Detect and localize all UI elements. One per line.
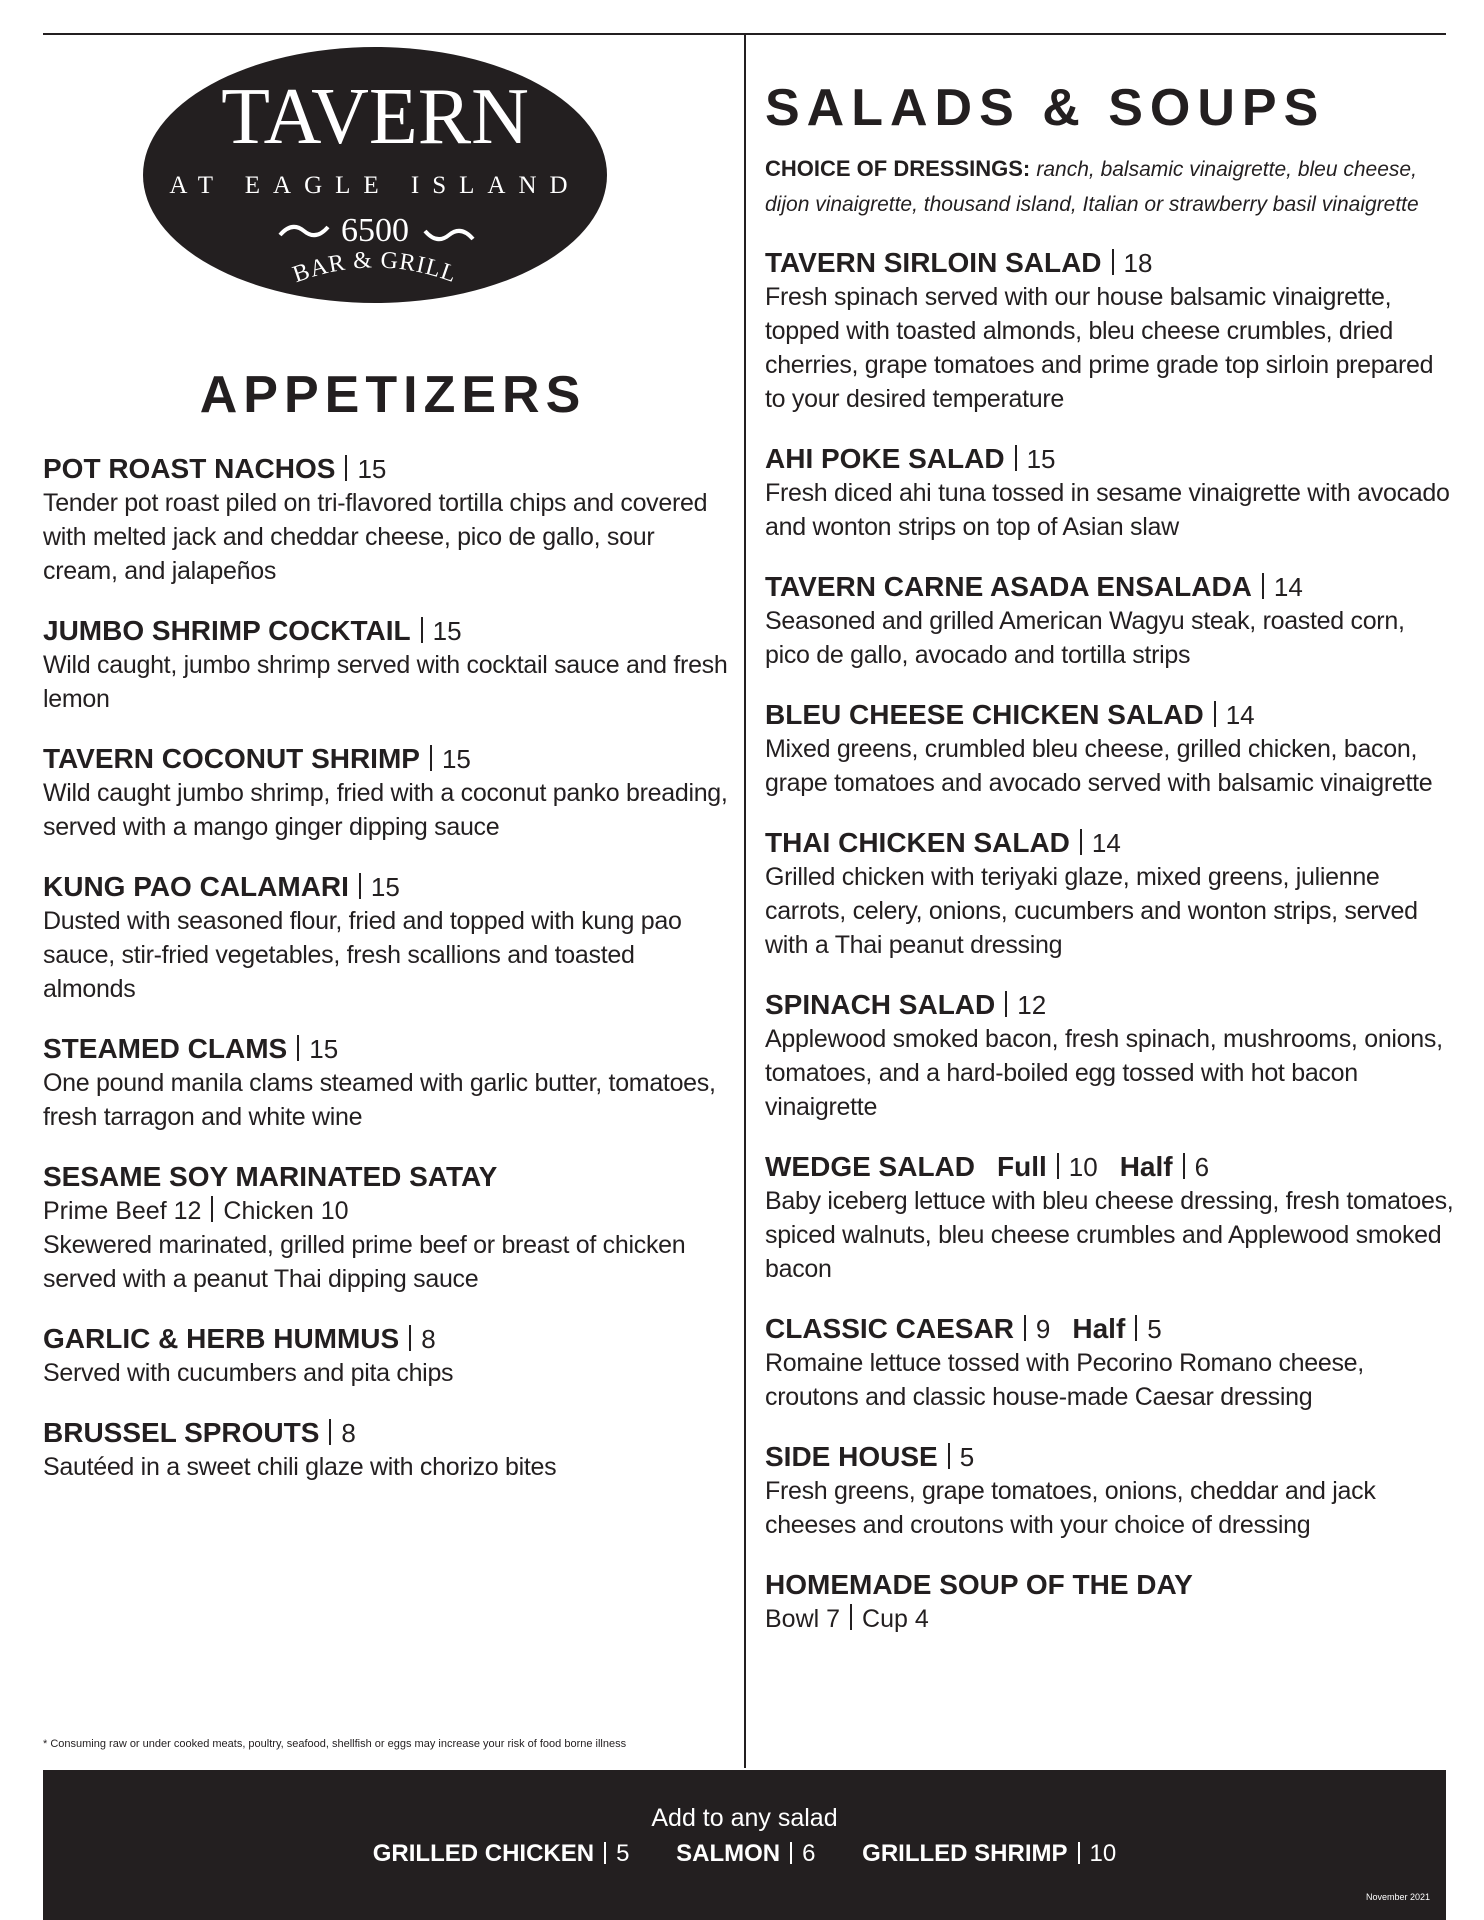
menu-item xyxy=(43,870,733,1006)
price-separator xyxy=(1057,1153,1059,1179)
item-price: 8 xyxy=(421,1324,436,1354)
item-name: BRUSSEL SPROUTS xyxy=(43,1417,320,1448)
salads-list xyxy=(765,246,1455,1662)
add-on-price: 10 xyxy=(1089,1840,1117,1867)
item-name: THAI CHICKEN SALAD xyxy=(765,827,1070,858)
item-description: Seasoned and grilled American Wagyu steak, roasted corn, pico de gallo, avocado and tortilla strips xyxy=(765,607,1405,669)
full-label: Full xyxy=(997,1151,1047,1182)
option-cup: Cup 4 xyxy=(862,1605,929,1633)
add-on-item xyxy=(862,1840,1116,1868)
item-description: Skewered marinated, grilled prime beef or breast of chicken served with a peanut Thai dipping sauce xyxy=(43,1231,686,1293)
logo-number: 6500 xyxy=(341,212,409,249)
price-separator xyxy=(359,873,361,899)
salads-soups-title: SALADS & SOUPS xyxy=(765,79,1326,137)
logo-tagline: BAR & GRILL xyxy=(289,247,461,289)
price-separator xyxy=(1078,1842,1080,1864)
item-price: 15 xyxy=(309,1034,339,1064)
item-price: 14 xyxy=(1225,700,1255,730)
appetizers-list xyxy=(43,452,733,1510)
item-description: Grilled chicken with teriyaki glaze, mixed greens, julienne carrots, celery, onions, cucumbers and wonton strips, served with a Thai peanut dressing xyxy=(765,863,1418,959)
item-price: 9 xyxy=(1035,1314,1051,1344)
item-price: 8 xyxy=(341,1418,356,1448)
add-on-price: 6 xyxy=(802,1840,816,1867)
item-description: Baby iceberg lettuce with bleu cheese dressing, fresh tomatoes, spiced walnuts, bleu cheese crumbles and Applewood smoked bacon xyxy=(765,1187,1454,1283)
price-separator xyxy=(1112,249,1114,275)
item-name: BLEU CHEESE CHICKEN SALAD xyxy=(765,699,1204,730)
item-name: GARLIC & HERB HUMMUS xyxy=(43,1323,400,1354)
item-price: 15 xyxy=(357,454,387,484)
item-price: 15 xyxy=(370,872,400,902)
item-name: TAVERN COCONUT SHRIMP xyxy=(43,743,420,774)
price-separator xyxy=(421,617,423,643)
item-price: 15 xyxy=(441,744,471,774)
item-name: KUNG PAO CALAMARI xyxy=(43,871,349,902)
item-name: STEAMED CLAMS xyxy=(43,1033,288,1064)
item-name: SESAME SOY MARINATED SATAY xyxy=(43,1161,498,1192)
price-separator xyxy=(1262,573,1264,599)
menu-item xyxy=(765,698,1455,800)
price-separator xyxy=(430,745,432,771)
price-separator xyxy=(345,455,347,481)
logo-name: TAVERN xyxy=(221,73,529,161)
price-separator xyxy=(604,1842,606,1864)
menu-item xyxy=(765,1150,1455,1286)
price-separator xyxy=(790,1842,792,1864)
item-name: JUMBO SHRIMP COCKTAIL xyxy=(43,615,411,646)
menu-item xyxy=(765,442,1455,544)
add-on-item xyxy=(373,1840,630,1868)
price-separator xyxy=(297,1035,299,1061)
half-price: 5 xyxy=(1147,1314,1162,1344)
item-name: POT ROAST NACHOS xyxy=(43,453,336,484)
item-price: 14 xyxy=(1091,828,1121,858)
price-separator xyxy=(1024,1315,1026,1341)
item-description: Tender pot roast piled on tri-flavored tortilla chips and covered with melted jack and cheddar cheese, pico de gallo, sour cream, and jalapeños xyxy=(43,489,708,585)
item-description: Sautéed in a sweet chili glaze with chorizo bites xyxy=(43,1453,557,1481)
item-price: 18 xyxy=(1123,248,1153,278)
item-description: Mixed greens, crumbled bleu cheese, grilled chicken, bacon, grape tomatoes and avocado served with balsamic vinaigrette xyxy=(765,735,1433,797)
add-on-name: GRILLED CHICKEN xyxy=(372,1840,595,1867)
menu-item xyxy=(43,1416,733,1484)
menu-item xyxy=(765,826,1455,962)
half-label: Half xyxy=(1072,1313,1126,1344)
price-separator xyxy=(1080,829,1082,855)
appetizers-title: APPETIZERS xyxy=(199,366,587,424)
logo-location: AT EAGLE ISLAND xyxy=(169,172,581,199)
dressings-list: ranch, balsamic vinaigrette, bleu cheese, dijon vinaigrette, thousand island, Italian or strawberry basil vinaigrette xyxy=(765,158,1419,216)
item-name: AHI POKE SALAD xyxy=(765,443,1005,474)
price-separator xyxy=(1183,1153,1185,1179)
menu-item xyxy=(765,1440,1455,1542)
item-description: Wild caught, jumbo shrimp served with cocktail sauce and fresh lemon xyxy=(43,651,728,713)
add-on-list xyxy=(43,1840,1446,1868)
menu-item xyxy=(765,1312,1455,1414)
price-separator xyxy=(850,1604,852,1630)
add-on-banner xyxy=(43,1770,1446,1920)
price-separator xyxy=(211,1196,213,1222)
option-chicken: Chicken 10 xyxy=(223,1197,349,1225)
menu-item xyxy=(43,614,733,716)
add-on-name: GRILLED SHRIMP xyxy=(862,1840,1068,1867)
full-price: 10 xyxy=(1068,1152,1098,1182)
item-name: WEDGE SALAD xyxy=(765,1151,975,1182)
item-description: Applewood smoked bacon, fresh spinach, mushrooms, onions, tomatoes, and a hard-boiled egg tossed with hot bacon vinaigrette xyxy=(765,1025,1443,1121)
item-name: CLASSIC CAESAR xyxy=(765,1313,1014,1344)
item-name: SPINACH SALAD xyxy=(765,989,996,1020)
add-on-item xyxy=(676,1840,815,1868)
menu-item xyxy=(765,1568,1455,1636)
item-description: One pound manila clams steamed with garlic butter, tomatoes, fresh tarragon and white wine xyxy=(43,1069,716,1131)
item-options xyxy=(43,1194,733,1228)
column-divider xyxy=(744,33,746,1768)
option-prime-beef: Prime Beef 12 xyxy=(43,1197,202,1225)
item-price: 12 xyxy=(1017,990,1047,1020)
item-description: Fresh diced ahi tuna tossed in sesame vinaigrette with avocado and wonton strips on top of Asian slaw xyxy=(765,479,1450,541)
item-price: 15 xyxy=(1026,444,1056,474)
price-separator xyxy=(948,1443,950,1469)
item-price: 5 xyxy=(959,1442,975,1472)
item-name: TAVERN CARNE ASADA ENSALADA xyxy=(765,571,1252,602)
price-separator xyxy=(409,1325,411,1351)
item-name: SIDE HOUSE xyxy=(765,1441,938,1472)
menu-item xyxy=(765,988,1455,1124)
item-options xyxy=(765,1602,1455,1636)
half-price: 6 xyxy=(1194,1152,1210,1182)
item-description: Dusted with seasoned flour, fried and topped with kung pao sauce, stir-fried vegetables, fresh scallions and toasted almonds xyxy=(43,907,682,1003)
menu-item xyxy=(43,1160,733,1296)
menu-date: November 2021 xyxy=(1365,1892,1430,1902)
menu-item xyxy=(43,452,733,588)
price-separator xyxy=(1005,991,1007,1017)
add-on-name: SALMON xyxy=(676,1840,781,1867)
item-description: Romaine lettuce tossed with Pecorino Romano cheese, croutons and classic house-made Caesar dressing xyxy=(765,1349,1364,1411)
price-separator xyxy=(329,1419,331,1445)
dressing-choices xyxy=(765,152,1455,222)
price-separator xyxy=(1015,445,1017,471)
dressings-label: CHOICE OF DRESSINGS: xyxy=(765,156,1031,181)
item-name: TAVERN SIRLOIN SALAD xyxy=(765,247,1102,278)
price-separator xyxy=(1214,701,1216,727)
item-description: Fresh spinach served with our house balsamic vinaigrette, topped with toasted almonds, bleu cheese crumbles, dried cherries, grape tomatoes and prime grade top sirloin prepared to your desired temperature xyxy=(765,283,1434,413)
food-safety-footnote: * Consuming raw or under cooked meats, poultry, seafood, shellfish or eggs may increase your risk of food borne illness xyxy=(43,1738,627,1750)
price-separator xyxy=(1135,1315,1137,1341)
menu-item xyxy=(43,1322,733,1390)
add-on-price: 5 xyxy=(616,1840,630,1867)
half-label: Half xyxy=(1119,1151,1173,1182)
menu-item xyxy=(765,246,1455,416)
menu-item xyxy=(43,1032,733,1134)
item-name: HOMEMADE SOUP OF THE DAY xyxy=(765,1569,1193,1600)
item-price: 15 xyxy=(432,616,462,646)
menu-item xyxy=(43,742,733,844)
tavern-logo xyxy=(140,45,610,305)
menu-item xyxy=(765,570,1455,672)
item-price: 14 xyxy=(1273,572,1303,602)
option-bowl: Bowl 7 xyxy=(765,1605,841,1633)
item-description: Fresh greens, grape tomatoes, onions, cheddar and jack cheeses and croutons with your choice of dressing xyxy=(765,1477,1376,1539)
item-description: Wild caught jumbo shrimp, fried with a coconut panko breading, served with a mango ginger dipping sauce xyxy=(43,779,728,841)
logo-oval xyxy=(140,45,610,305)
banner-title: Add to any salad xyxy=(651,1804,838,1832)
item-description: Served with cucumbers and pita chips xyxy=(43,1359,454,1387)
